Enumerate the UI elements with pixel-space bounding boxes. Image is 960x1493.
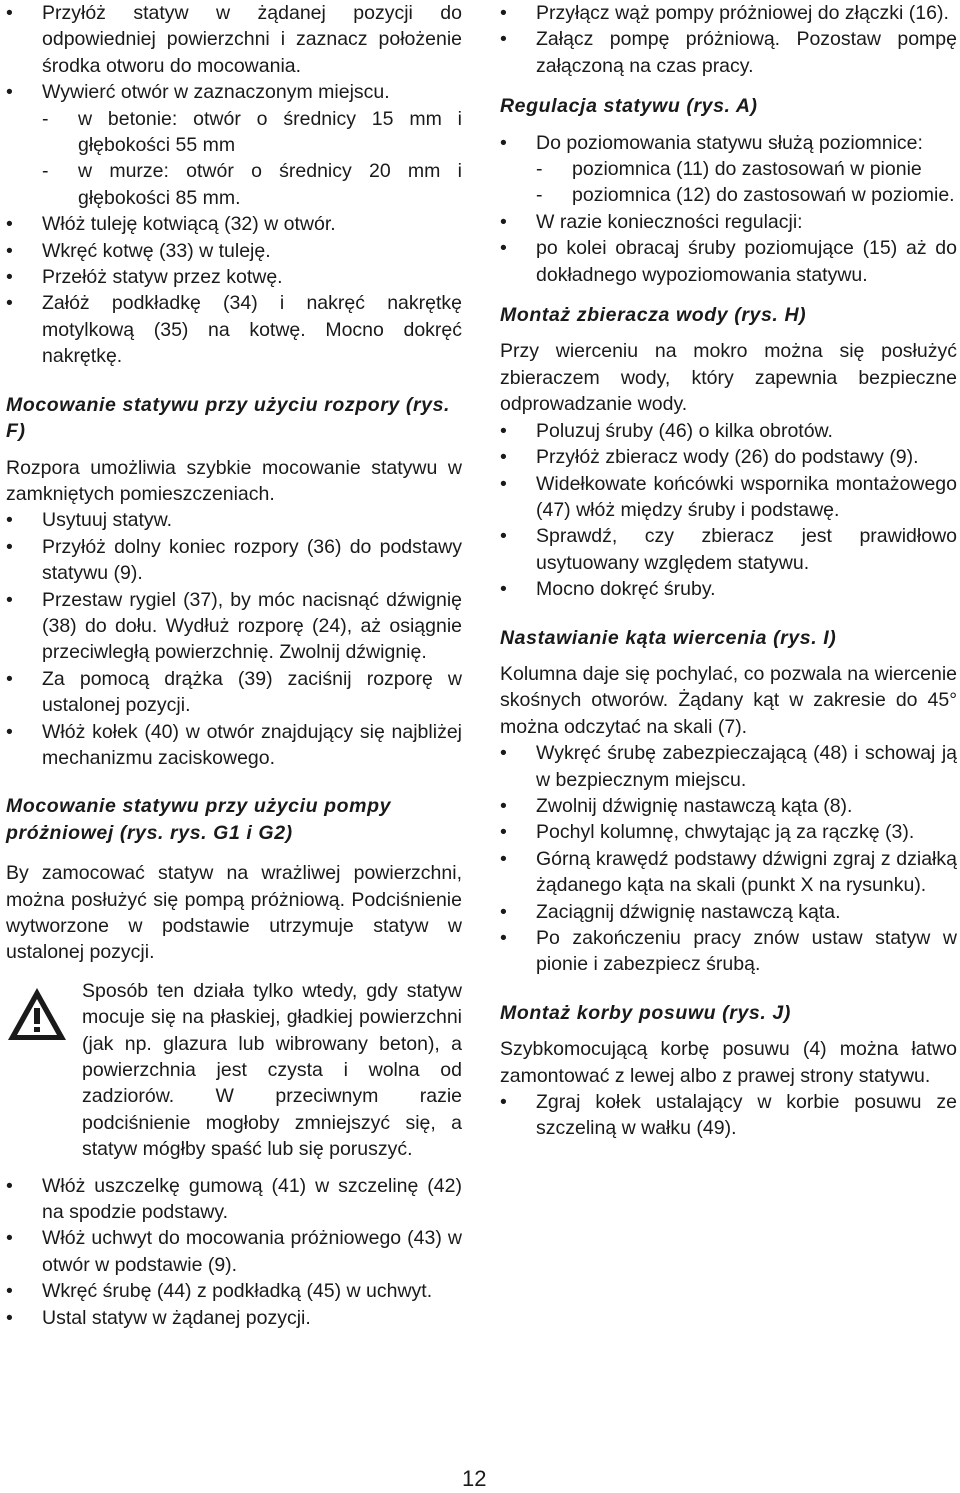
warning-note	[6, 978, 462, 1163]
bullet: •	[500, 847, 507, 870]
list-item: • Sprawdź, czy zbieracz jest prawidłowo usytuowany względem statywu.	[500, 525, 957, 574]
bullet: •	[500, 419, 507, 442]
bullet: •	[6, 1306, 13, 1329]
list-item: • Przełóż statyw przez kotwę.	[6, 264, 462, 290]
dash: -	[536, 158, 543, 181]
bullet: •	[6, 292, 13, 315]
list-item: • Zwolnij dźwignię nastawczą kąta (8).	[500, 793, 957, 819]
vacuum-intro: By zamocować statyw na wrażliwej powierzchni, można posłużyć się pompą próżniową. Podciśnienie wytworzone w podstawie utrzymuje statyw w ustalonej pozycji.	[6, 862, 462, 964]
list-item: • Załącz pompę próżniową. Pozostaw pompę załączoną na czas pracy.	[500, 28, 957, 77]
list-item: • Włóż kołek (40) w otwór znajdujący się najbliżej mechanizmu zaciskowego.	[6, 720, 462, 769]
crank-intro: Szybkomocującą korbę posuwu (4) można łatwo zamontować z lewej albo z prawej strony statywu.	[500, 1038, 957, 1087]
list-item: • Włóż uchwyt do mocowania próżniowego (43) w otwór w podstawie (9).	[6, 1227, 462, 1276]
list-item: • Wywierć otwór w zaznaczonym miejscu.	[6, 79, 462, 105]
crank-bullet-list	[500, 1089, 957, 1142]
warning-text: Sposób ten działa tylko wtedy, gdy statyw mocuje się na płaskiej, gładkiej powierzchni (jak np. glazura lub wibrowany beton), a powierzchnia jest czysta i wolna od zadziorów. W przeciwnym razie podciśnienie mogłoby zmniejszyć się, a statyw mógłby spaść lub się poruszyć.	[82, 979, 462, 1161]
level-bullet-list	[500, 130, 957, 156]
bullet: •	[500, 525, 507, 548]
list-item: • Po zakończeniu pracy znów ustaw statyw w pionie i zabezpiecz śrubą.	[500, 927, 957, 976]
bullet: •	[6, 81, 13, 104]
list-item: - w murze: otwór o średnicy 20 mm i głębokości 85 mm.	[42, 160, 462, 209]
list-item: • Załóż podkładkę (34) i nakręć nakrętkę motylkową (35) na kotwę. Mocno dokręć nakrętkę.	[6, 292, 462, 368]
section-heading-spacer: Mocowanie statywu przy użyciu rozpory (rys. F)	[6, 393, 451, 443]
bullet: •	[500, 237, 507, 260]
bullet: •	[6, 720, 13, 743]
list-item: • Zgraj kołek ustalający w korbie posuwu ze szczeliną w wałku (49).	[500, 1091, 957, 1140]
bullet: •	[500, 821, 507, 844]
bullet: •	[6, 1174, 13, 1197]
list-item: • Górną krawędź podstawy dźwigni zgraj z działką żądanego kąta na skali (punkt X na rysunku).	[500, 847, 957, 897]
bullet: •	[6, 667, 13, 690]
bullet: •	[500, 1091, 507, 1114]
bullet: •	[500, 578, 507, 601]
bullet: •	[500, 900, 507, 923]
list-item: • Usytuuj statyw.	[6, 507, 462, 533]
intro-bullet-list	[6, 0, 462, 106]
page-number: 12	[462, 1466, 487, 1491]
list-item: - poziomnica (12) do zastosowań w poziomie.	[536, 182, 957, 208]
list-item: • Przyłóż zbieracz wody (26) do podstawy (9).	[500, 444, 957, 470]
bullet: •	[500, 446, 507, 469]
bullet: •	[6, 1280, 13, 1303]
list-item: • Przyłącz wąż pompy próżniowej do złączki (16).	[500, 0, 957, 26]
list-item: • Przyłóż dolny koniec rozpory (36) do podstawy statywu (9).	[6, 535, 462, 585]
bullet: •	[500, 742, 507, 765]
bullet: •	[500, 131, 507, 154]
list-item: • Przyłóż statyw w żądanej pozycji do odpowiedniej powierzchni i zaznacz położenie środka otworu do mocowania.	[6, 2, 462, 77]
section-heading-water: Montaż zbieracza wody (rys. H)	[500, 304, 807, 327]
pump-bullet-list	[500, 0, 957, 79]
list-item: • Widełkowate końcówki wspornika montażowego (47) włóż między śruby i podstawę.	[500, 472, 957, 521]
dash: -	[42, 107, 49, 130]
level-dash-list	[536, 156, 957, 209]
bullet: •	[500, 210, 507, 233]
list-item: • Ustal statyw w żądanej pozycji.	[6, 1305, 462, 1331]
list-item: • po kolei obracaj śruby poziomujące (15) aż do dokładnego wypoziomowania statywu.	[500, 237, 957, 286]
list-item: • Poluzuj śruby (46) o kilka obrotów.	[500, 418, 957, 444]
list-item: - poziomnica (11) do zastosowań w pionie	[536, 156, 957, 182]
bullet: •	[6, 266, 13, 289]
list-item: • Do poziomowania statywu służą poziomnice:	[500, 130, 957, 156]
bullet: •	[500, 28, 507, 51]
level-bullet-list-2	[500, 209, 957, 288]
water-bullet-list	[500, 418, 957, 603]
section-heading-angle: Nastawianie kąta wiercenia (rys. I)	[500, 626, 837, 649]
list-item: • Włóż tuleję kotwiącą (32) w otwór.	[6, 211, 462, 237]
bullet: •	[6, 1227, 13, 1250]
dash: -	[536, 184, 543, 207]
bullet: •	[6, 535, 13, 558]
bullet: •	[6, 213, 13, 236]
drill-dash-list	[42, 106, 462, 212]
left-column	[6, 0, 462, 1331]
bullet: •	[6, 509, 13, 532]
list-item: • Wykręć śrubę zabezpieczającą (48) i schowaj ją w bezpiecznym miejscu.	[500, 742, 957, 791]
list-item: • Za pomocą drążka (39) zaciśnij rozporę w ustalonej pozycji.	[6, 667, 462, 717]
water-intro: Przy wierceniu na mokro można się posłużyć zbieraczem wody, który zapewnia bezpieczne odprowadzanie wody.	[500, 340, 957, 416]
warning-triangle-icon	[6, 978, 82, 1163]
bullet: •	[500, 2, 507, 24]
list-item: • W razie konieczności regulacji:	[500, 209, 957, 235]
list-item: - w betonie: otwór o średnicy 15 mm i głębokości 55 mm	[42, 107, 462, 157]
right-column	[500, 0, 957, 1142]
vacuum-bullet-list	[6, 1173, 462, 1331]
list-item: • Wkręć kotwę (33) w tuleję.	[6, 238, 462, 264]
section-heading-crank: Montaż korby posuwu (rys. J)	[500, 1001, 791, 1024]
section-heading-vacuum: Mocowanie statywu przy użyciu pompy próżniowej (rys. rys. G1 i G2)	[6, 795, 392, 844]
section-heading-level: Regulacja statywu (rys. A)	[500, 95, 758, 118]
bullet: •	[6, 2, 13, 24]
spacer-bullet-list	[6, 507, 462, 771]
angle-bullet-list	[500, 740, 957, 978]
bullet: •	[500, 472, 507, 495]
angle-intro: Kolumna daje się pochylać, co pozwala na wiercenie skośnych otworów. Żądany kąt w zakresie do 45° można odczytać na skali (7).	[500, 662, 957, 738]
bullet: •	[6, 239, 13, 262]
bullet: •	[500, 794, 507, 817]
list-item: • Przestaw rygiel (37), by móc nacisnąć dźwignię (38) do dołu. Wydłuż rozporę (24), aż osiągnie przeciwległą powierzchnię. Zwolnij dźwignię.	[6, 588, 462, 664]
spacer-intro: Rozpora umożliwia szybkie mocowanie statywu w zamkniętych pomieszczeniach.	[6, 456, 462, 505]
dash: -	[42, 160, 49, 183]
anchor-bullet-list	[6, 211, 462, 369]
list-item: • Zaciągnij dźwignię nastawczą kąta.	[500, 899, 957, 925]
list-item: • Włóż uszczelkę gumową (41) w szczelinę (42) na spodzie podstawy.	[6, 1174, 462, 1224]
list-item: • Mocno dokręć śruby.	[500, 576, 957, 602]
bullet: •	[6, 588, 13, 611]
bullet: •	[500, 927, 507, 949]
list-item: • Pochyl kolumnę, chwytając ją za rączkę (3).	[500, 819, 957, 845]
list-item: • Wkręć śrubę (44) z podkładką (45) w uchwyt.	[6, 1278, 462, 1304]
